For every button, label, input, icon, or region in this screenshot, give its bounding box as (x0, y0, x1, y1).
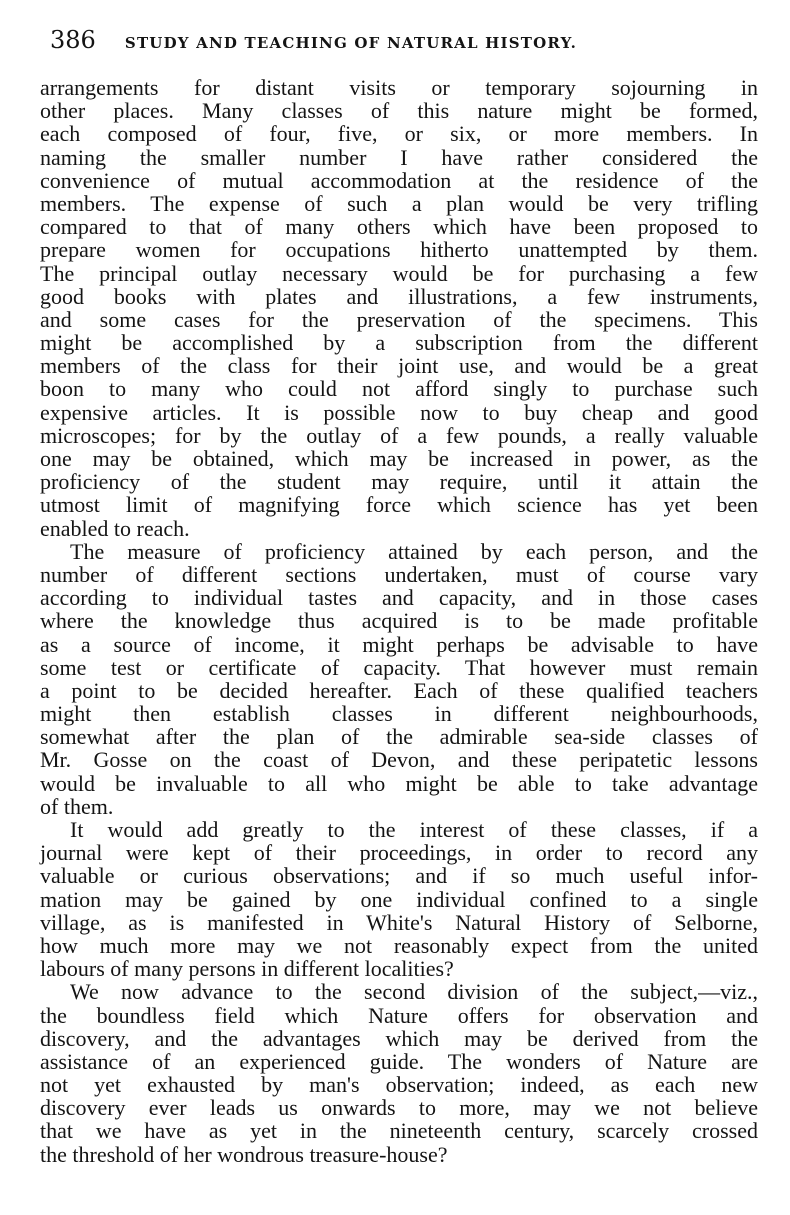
text-line: Mr. Gosse on the coast of Devon, and these peripatetic lessons (40, 747, 758, 773)
text-line: journal were kept of their proceedings, in order to record any (40, 840, 758, 866)
text-line: each composed of four, five, or six, or more members. In (40, 121, 758, 147)
running-head (50, 26, 730, 56)
text-line: good books with plates and illustrations, a few instruments, (40, 283, 758, 309)
running-title: STUDY AND TEACHING OF NATURAL HISTORY. (124, 34, 578, 52)
body-text (40, 76, 758, 1166)
text-line: number of different sections undertaken, must of course vary (40, 561, 758, 587)
text-line: enabled to reach. (40, 515, 190, 541)
text-line: where the knowledge thus acquired is to be made profitable (40, 608, 758, 634)
text-line: that we have as yet in the nineteenth century, scarcely crossed (40, 1118, 758, 1144)
text-line: members of the class for their joint use, and would be a great (40, 353, 758, 379)
text-line: discovery ever leads us onwards to more, may we not believe (40, 1095, 758, 1121)
text-line: microscopes; for by the outlay of a few pounds, a really valuable (40, 422, 758, 448)
page-number: 386 (50, 26, 96, 54)
text-line: boon to many who could not afford singly to purchase such (40, 376, 758, 402)
text-line: It would add greatly to the interest of these classes, if a (70, 817, 758, 842)
text-line: The measure of proficiency attained by each person, and the (70, 538, 758, 564)
text-line: not yet exhausted by man's observation; indeed, as each new (40, 1072, 758, 1098)
text-line: convenience of mutual accommodation at the residence of the (40, 167, 758, 193)
text-line: proficiency of the student may require, until it attain the (40, 469, 758, 495)
text-line: one may be obtained, which may be increased in power, as the (40, 446, 758, 471)
text-line: a point to be decided hereafter. Each of these qualified teachers (40, 677, 758, 703)
text-line: the threshold of her wondrous treasure-house? (40, 1141, 448, 1167)
text-line: utmost limit of magnifying force which science has yet been (40, 492, 758, 518)
text-line: valuable or curious observations; and if so much useful infor- (40, 863, 758, 889)
text-line: of them. (40, 793, 114, 819)
text-line: The principal outlay necessary would be for purchasing a few (40, 260, 758, 286)
text-line: prepare women for occupations hitherto unattempted by them. (40, 237, 758, 263)
text-line: discovery, and the advantages which may be derived from the (40, 1025, 758, 1051)
text-line: somewhat after the plan of the admirable sea-side classes of (40, 724, 758, 750)
text-line: according to individual tastes and capacity, and in those cases (40, 585, 758, 611)
text-line: members. The expense of such a plan would be very trifling (40, 190, 758, 216)
text-line: arrangements for distant visits or temporary sojourning in (40, 75, 758, 100)
text-line: labours of many persons in different localities? (40, 956, 454, 982)
text-line: might then establish classes in different neighbourhoods, (40, 701, 758, 727)
text-line: some test or certificate of capacity. That however must remain (40, 654, 758, 680)
text-line: naming the smaller number I have rather considered the (40, 144, 758, 170)
text-line: village, as is manifested in White's Natural History of Selborne, (40, 909, 758, 935)
text-line: the boundless field which Nature offers for observation and (40, 1002, 758, 1028)
text-line: We now advance to the second division of the subject,—viz., (70, 979, 758, 1005)
text-line: and some cases for the preservation of the specimens. This (40, 306, 758, 332)
text-line: mation may be gained by one individual confined to a single (40, 886, 758, 912)
text-line: as a source of income, it might perhaps be advisable to have (40, 631, 758, 657)
text-line: expensive articles. It is possible now to buy cheap and good (40, 399, 758, 425)
text-line: might be accomplished by a subscription from the different (40, 330, 758, 356)
text-line: compared to that of many others which have been proposed to (40, 214, 758, 240)
text-line: would be invaluable to all who might be able to take advantage (40, 770, 758, 796)
text-line: other places. Many classes of this nature might be formed, (40, 98, 758, 124)
text-line: how much more may we not reasonably expect from the united (40, 932, 758, 958)
text-line: assistance of an experienced guide. The wonders of Nature are (40, 1048, 758, 1074)
